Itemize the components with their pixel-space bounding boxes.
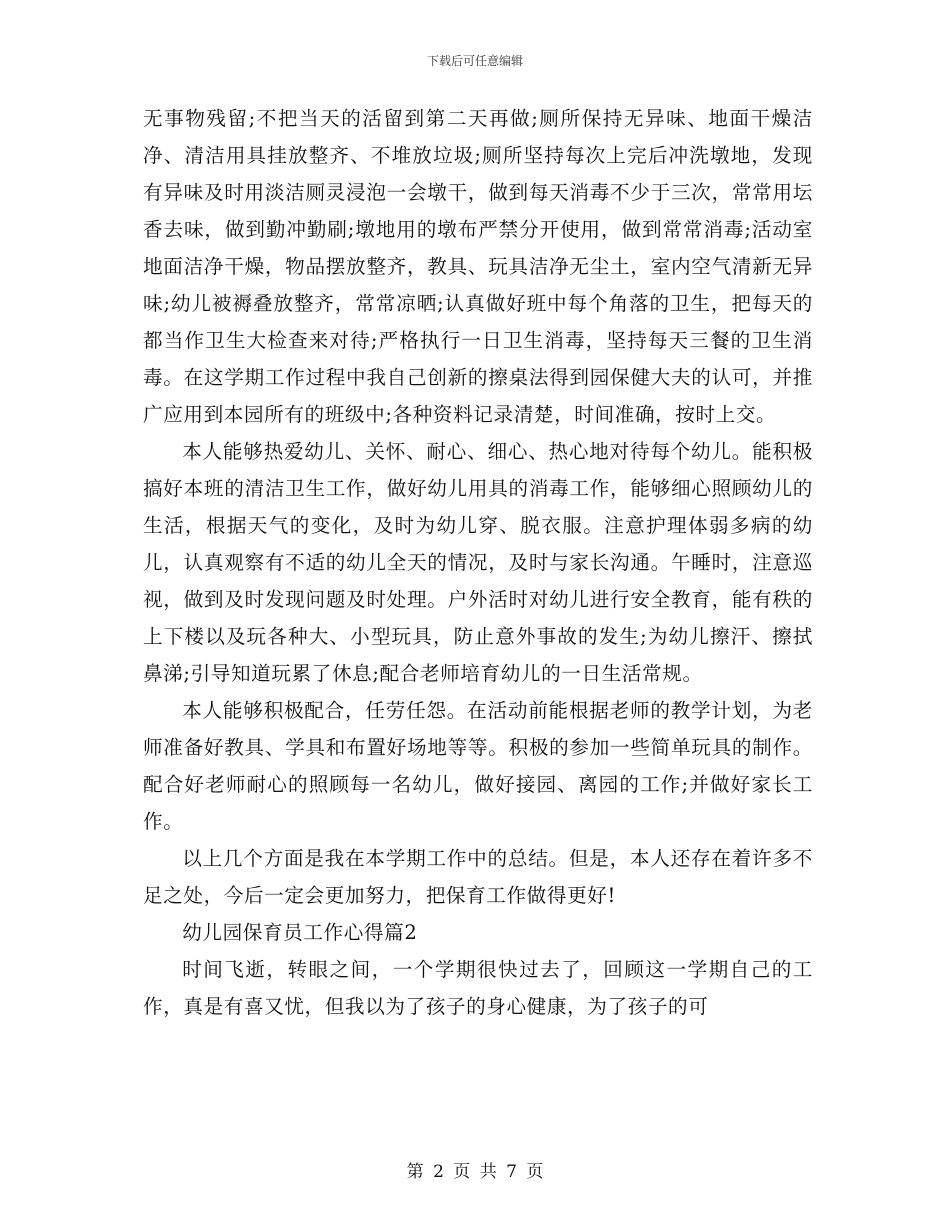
- paragraph-6: 时间飞逝，转眼之间，一个学期很快过去了，回顾这一学期自己的工作，真是有喜又忧，但我以为了孩子的身心健康，为了孩子的可: [143, 958, 813, 1018]
- page-number-footer: 第 2 页 共 7 页: [406, 1162, 544, 1182]
- page-header-note: 下载后可任意编辑: [426, 54, 523, 68]
- paragraph-3: 本人能够积极配合，任劳任怨。在活动前能根据老师的教学计划，为老师准备好教具、学具和布置好场地等等。积极的参加一些简单玩具的制作。配合好老师耐心的照顾每一名幼儿，做好接园、离园的工作;并做好家长工作。: [143, 699, 813, 833]
- paragraph-4: 以上几个方面是我在本学期工作中的总结。但是，本人还存在着许多不足之处，今后一定会更加努力，把保育工作做得更好!: [143, 847, 813, 907]
- section-heading: 幼儿园保育员工作心得篇2: [182, 921, 418, 944]
- paragraph-2: 本人能够热爱幼儿、关怀、耐心、细心、热心地对待每个幼儿。能积极搞好本班的清洁卫生工作，做好幼儿用具的消毒工作，能够细心照顾幼儿的生活，根据天气的变化，及时为幼儿穿、脱衣服。注意护理体弱多病的幼儿，认真观察有不适的幼儿全天的情况，及时与家长沟通。午睡时，注意巡视，做到及时发现问题及时处理。户外活时对幼儿进行安全教育，能有秩的上下楼以及玩各种大、小型玩具，防止意外事故的发生;为幼儿擦汗、擦拭鼻涕;引导知道玩累了休息;配合老师培育幼儿的一日生活常规。: [143, 440, 813, 685]
- document-body: [143, 100, 813, 1025]
- paragraph-1: 无事物残留;不把当天的活留到第二天再做;厕所保持无异味、地面干燥洁净、清洁用具挂放整齐、不堆放垃圾;厕所坚持每次上完后冲洗墩地，发现有异味及时用淡洁厕灵浸泡一会墩干，做到每天消毒不少于三次，常常用坛香去味，做到勤冲勤刷;墩地用的墩布严禁分开使用，做到常常消毒;活动室地面洁净干燥，物品摆放整齐，教具、玩具洁净无尘土，室内空气清新无异味;幼儿被褥叠放整齐，常常凉晒;认真做好班中每个角落的卫生，把每天的都当作卫生大检查来对待;严格执行一日卫生消毒，坚持每天三餐的卫生消毒。在这学期工作过程中我自己创新的擦桌法得到园保健大夫的认可，并推广应用到本园所有的班级中;各种资料记录清楚，时间准确，按时上交。: [143, 107, 813, 426]
